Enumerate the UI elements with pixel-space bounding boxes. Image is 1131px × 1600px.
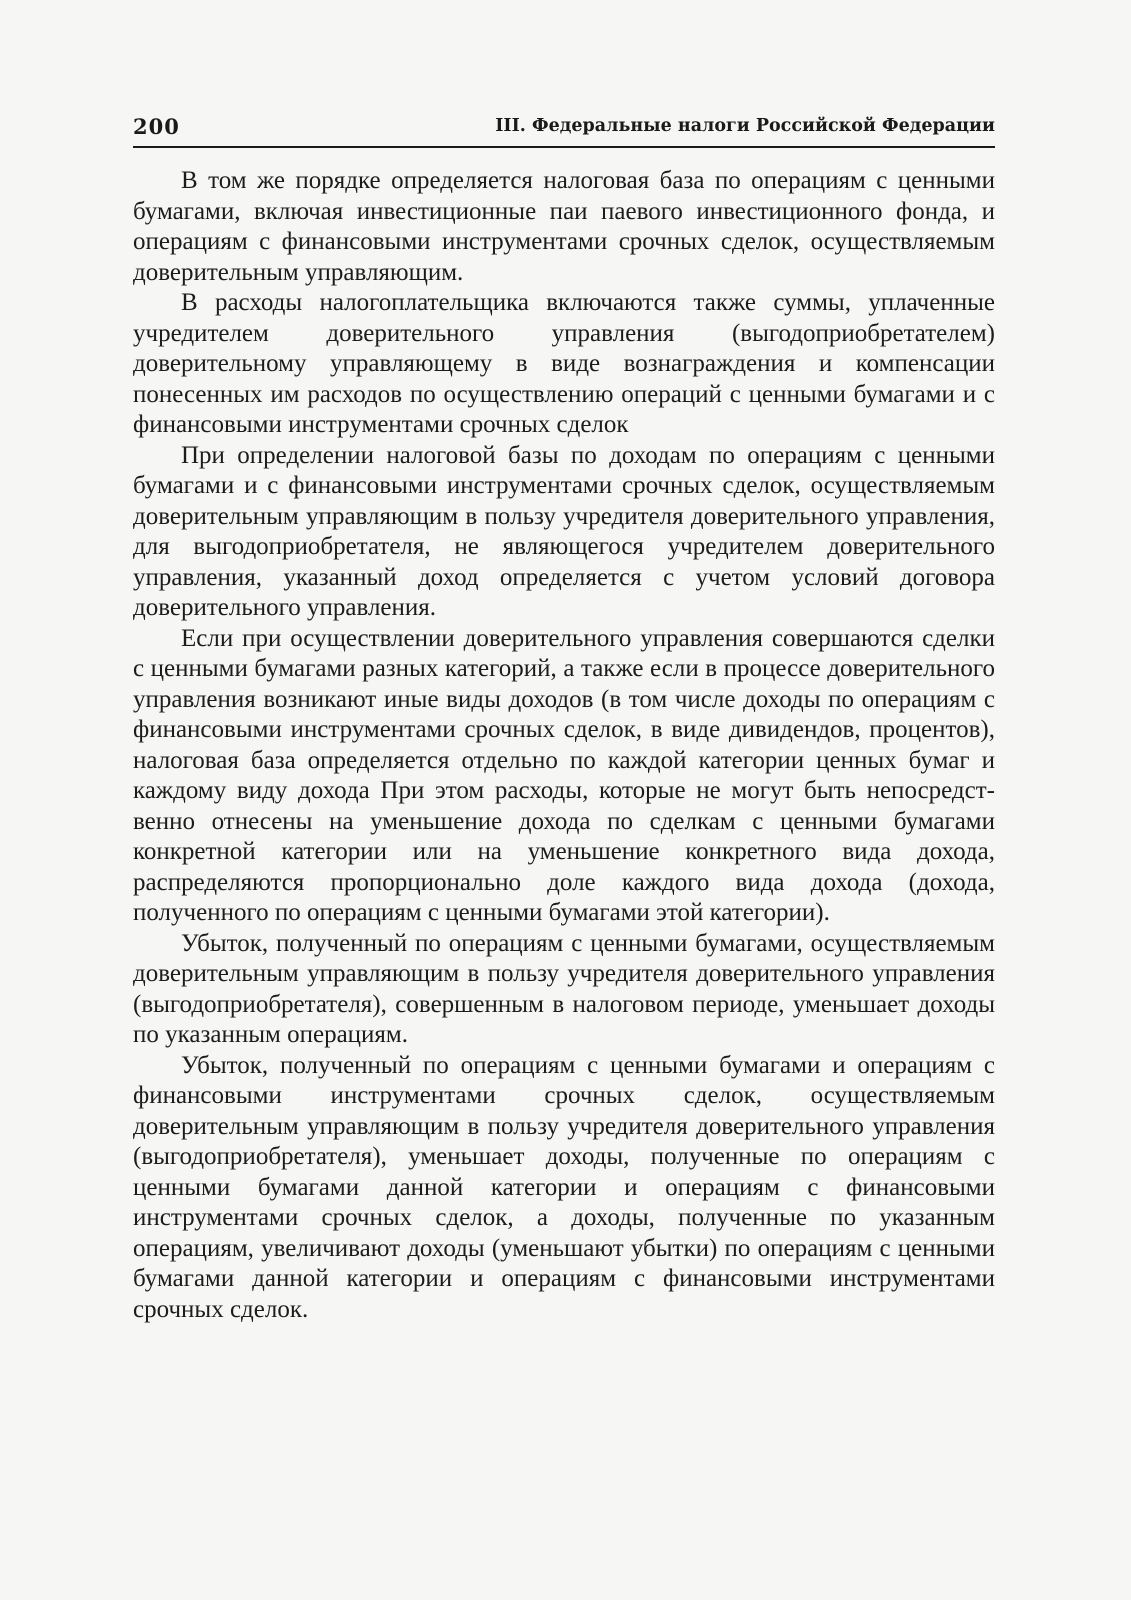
paragraph: Если при осуществлении доверительного управления совершаются сделки с ценными бумагами разных категорий, а также если в процессе доверительного управления возникают иные виды доходов (в том числе доходы по операциям с финансовыми инструментами срочных сделок, в виде дивидендов, процентов), налоговая база определяется отдельно по каждой категории ценных бумаг и каждому виду дохода При этом расходы, которые не могут быть непосредственно отнесены на уменьшение дохода по сделкам с ценными бумагами конкретной категории или на уменьшение конкретного вида дохода, распределяются пропорционально доле каждого вида дохода (дохода, полученного по операциям с ценными бумагами этой категории). [133,624,995,926]
page-number: 200 [133,114,180,139]
paragraph: Убыток, полученный по операциям с ценными бумагами и операциям с финансовыми инструментами срочных сделок, осуществляемым доверительным управляющим в пользу учредителя доверительного управления (выгодоприобретателя), уменьшает доходы, полученные по операциям с ценными бумагами данной категории и операциям с финансовыми инструментами срочных сделок, а доходы, полученные по указанным операциям, увеличивают доходы (уменьшают убытки) по операциям с ценными бумагами данной категории и операциям с финансовыми инструментами срочных сделок. [133,1051,995,1323]
paragraph: Убыток, полученный по операциям с ценными бумагами, осуществляемым доверительным управляющим в пользу учредителя доверительного управления (выгодоприобретателя), совершенным в налоговом периоде, уменьшает доходы по указанным операциям. [133,929,995,1048]
running-title: III. Федеральные налоги Российской Федерации [495,116,995,136]
text-body [133,166,995,1325]
paragraph: При определении налоговой базы по доходам по операциям с ценными бумагами и с финансовыми инструментами срочных сделок, осуществляемым доверительным управляющим в пользу учредителя доверительного управления, для выгодоприобретателя, не являющегося учредителем доверительного управления, указанный доход определяется с учетом условий договора доверительного управления. [133,441,995,621]
page-header [133,112,995,148]
paragraph: В расходы налогоплательщика включаются также суммы, уплаченные учредителем доверительного управления (выгодоприобретателем) доверительному управляющему в виде вознаграждения и компенсации понесенных им расходов по осуществлению операций с ценными бумагами и с финансовыми инструментами срочных сделок [133,289,995,438]
paragraph: В том же порядке определяется налоговая база по операциям с ценными бумагами, включая инвестиционные паи паевого инвестиционного фонда, и операциям с финансовыми инструментами срочных сделок, осуществляемым доверительным управляющим. [133,167,995,286]
